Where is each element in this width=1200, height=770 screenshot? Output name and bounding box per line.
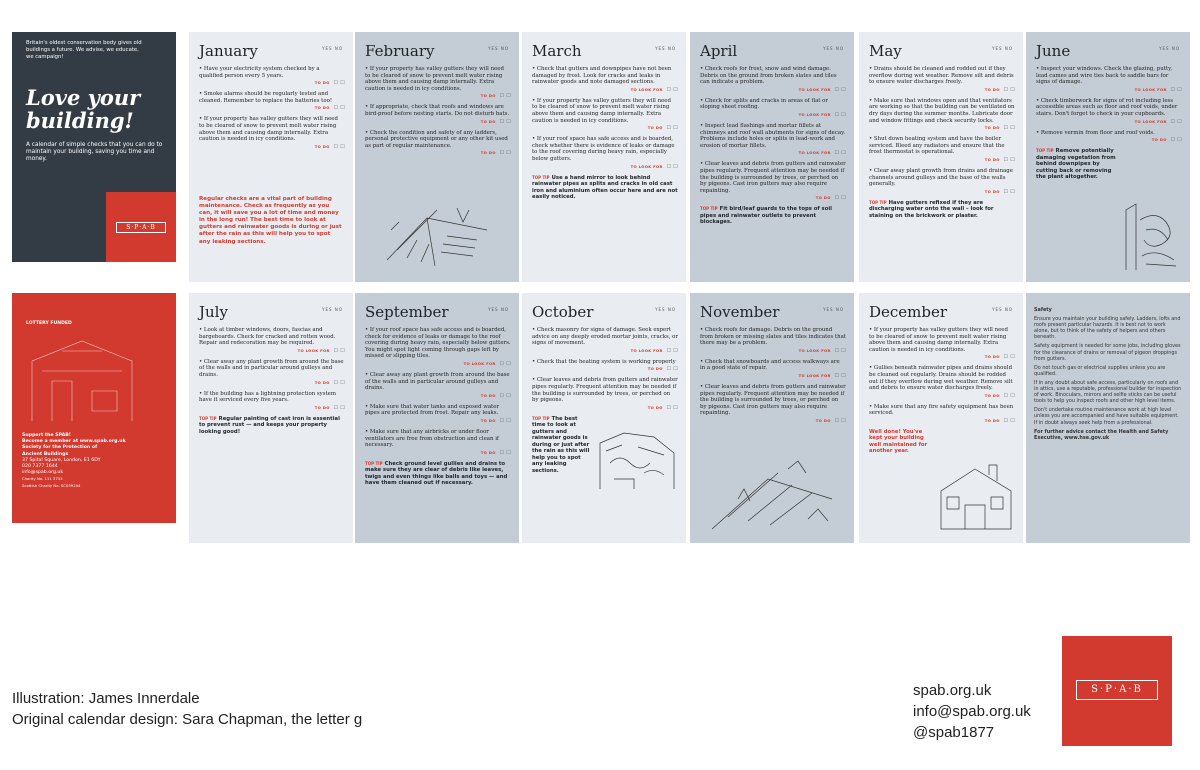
- society-name: Society for the Protection of Ancient Buildings: [22, 445, 98, 457]
- month-panel-september: [355, 293, 519, 543]
- top-tip: TOP TIP Remove potentially damaging vegetation from behind downpipes by cutting back or removing the plant altogether.: [1036, 148, 1116, 181]
- cover-title: Love your building!: [26, 85, 141, 133]
- month-title: October: [532, 303, 594, 321]
- society-email: info@spab.org.uk: [22, 470, 64, 476]
- yes-no-label: YES NO: [655, 307, 676, 312]
- yes-no-label: YES NO: [1159, 46, 1180, 51]
- month-title: March: [532, 42, 582, 60]
- check-item: • Clear away any plant growth from around the base of the walls and in particular around gulleys and drains. TO DO ☐ ☐: [365, 372, 511, 399]
- check-item: • Check roofs for damage. Debris on the ground from broken or missing slates and tiles indicates that there may be a problem. TO LOOK FOR ☐ ☐: [700, 327, 846, 354]
- check-item: • Clear leaves and debris from gutters and rainwater pipes regularly. Frequent attention may be needed if the building is surrounded by trees, or perched on by pigeons. Cast iron gutters may also require repainting. TO DO ☐ ☐: [700, 384, 846, 424]
- check-item: • Gullies beneath rainwater pipes and drains should be cleaned out regularly. Drains should be rodded out if they overflow during wet weather. Remove silt and debris to ensure water discharges freely. TO DO ☐ ☐: [869, 365, 1015, 398]
- check-item: • If appropriate, check that roofs and windows are bird-proof before nesting starts. Do not disturb bats. TO DO ☐ ☐: [365, 104, 511, 124]
- check-item: • Make sure that any fire safety equipment has been serviced. TO DO ☐ ☐: [869, 404, 1015, 424]
- check-item: • Smoke alarms should be regularly tested and cleaned. Remember to replace the batteries too! TO DO ☐ ☐: [199, 91, 345, 111]
- check-item: • Inspect lead flashings and mortar fillets at chimneys and roof wall abutments for signs of decay. Problems include holes or splits in lead-work and erosion of mortar fillets. TO LOOK FOR ☐ ☐: [700, 123, 846, 156]
- check-item: • Check timberwork for signs of rot including less accessible areas such as floor and roof voids, under stairs. Don't forget to check in your cupboards. TO LOOK FOR ☐ ☐: [1036, 98, 1182, 125]
- check-item: • Clear away any plant growth from around the base of the walls and in particular around gulleys and drains. TO DO ☐ ☐: [199, 359, 345, 386]
- check-item: • Look at timber windows, doors, fascias and bargeboards. Check for cracked and rotten wood. Repair and redecoration may be required. TO LOOK FOR ☐ ☐: [199, 327, 345, 354]
- check-item: • If your property has valley gutters they will need to be cleared of snow to prevent melt water rising above them and causing damp internally. Extra caution is needed in icy conditions. TO DO ☐ ☐: [869, 327, 1015, 360]
- yes-no-label: YES NO: [655, 46, 676, 51]
- month-title: September: [365, 303, 449, 321]
- safety-footer: For further advice contact the Health and Safety Executive, www.hse.gov.uk: [1034, 428, 1169, 441]
- check-item: • If the building has a lightning protection system have it serviced every five years. TO DO ☐ ☐: [199, 391, 345, 411]
- month-panel-december: [859, 293, 1023, 543]
- yes-no-label: YES NO: [823, 307, 844, 312]
- safety-paragraph: If in any doubt about safe access, particularly on roofs and in attics, use a reputable, professional builder for inspection of work. Binoculars, mirrors and selfie sticks can be useful tools to help you inspect roofs and other high level items.: [1034, 379, 1182, 405]
- contact-info: [913, 680, 1031, 743]
- month-title: November: [700, 303, 780, 321]
- top-tip: TOP TIP Use a hand mirror to look behind rainwater pipes as splits and cracks in old cast iron and aluminium often occur here and are not easily noticed.: [532, 174, 678, 201]
- yes-no-label: YES NO: [488, 307, 509, 312]
- check-item: • Clear away plant growth from drains and drainage channels around gulleys and the base of the walls generally. TO DO ☐ ☐: [869, 168, 1015, 195]
- email-link[interactable]: info@spab.org.uk: [913, 703, 1031, 720]
- social-handle[interactable]: @spab1877: [913, 724, 995, 741]
- safety-paragraph: Ensure you maintain your building safely. Ladders, lofts and roofs present particular hazards. It is best not to work alone, but to think of the safety of helpers and others beneath.: [1034, 316, 1181, 341]
- month-panel-january: [189, 32, 353, 282]
- support-panel: [12, 293, 176, 523]
- check-item: • Check for splits and cracks in areas of flat or sloping sheet roofing. TO LOOK FOR ☐ ☐: [700, 98, 846, 118]
- check-item: • Inspect your windows. Check the glazing, putty, lead cames and wire ties back to saddle bars for signs of damage. TO LOOK FOR ☐ ☐: [1036, 66, 1182, 93]
- check-item: • If your property has valley gutters they will need to be cleared of snow to prevent melt water rising above them and causing damp internally. Extra caution is needed in icy conditions. TO DO ☐ ☐: [199, 116, 345, 149]
- top-tip: TOP TIP Regular painting of cast iron is essential to prevent rust — and keeps your property looking good!: [199, 415, 340, 435]
- charity-number: Charity No. 111 3753: [22, 476, 63, 482]
- month-title: December: [869, 303, 948, 321]
- check-item: • Have your electricity system checked by a qualified person every 5 years. TO DO ☐ ☐: [199, 66, 345, 86]
- check-item: • If your property has valley gutters they will need to be cleared of snow to prevent melt water rising above them and causing damp internally. Extra caution is needed in icy conditions. TO DO ☐ ☐: [365, 66, 511, 99]
- society-phone: 020 7377 1644: [22, 464, 58, 470]
- yes-no-label: YES NO: [992, 307, 1013, 312]
- safety-paragraph: Safety equipment is needed for some jobs, including gloves for the clearance of drains or removal of pigeon droppings from gutters.: [1034, 343, 1181, 362]
- downpipe-sketch-illustration: [1116, 200, 1182, 272]
- month-title: February: [365, 42, 435, 60]
- check-item: • Clear leaves and debris from gutters and rainwater pipes regularly. Frequent attention may be needed if the building is surrounded by trees, or perched on by pigeons. Cast iron gutters may also require repainting. TO DO ☐ ☐: [700, 161, 846, 201]
- yes-no-label: YES NO: [992, 46, 1013, 51]
- check-item: • Drains should be cleaned and rodded out if they overflow during wet weather. Remove silt and debris to ensure water discharges freely. TO DO ☐ ☐: [869, 66, 1015, 93]
- check-item: • Check roofs for frost, snow and wind damage. Debris on the ground from broken slates and tiles can indicate a problem. TO LOOK FOR ☐ ☐: [700, 66, 846, 93]
- roof-workers-sketch-illustration: [708, 459, 838, 533]
- month-panel-november: [690, 293, 854, 543]
- month-title: May: [869, 42, 902, 60]
- check-item: • If your roof space has safe access and is boarded, check whether there is evidence of leaks or damage to the roof covering during heavy rain, especially below gutters. TO LOOK FOR ☐ ☐: [532, 136, 678, 169]
- check-item: • Remove vermin from floor and roof voids. TO DO ☐ ☐: [1036, 130, 1182, 144]
- spab-logo-banner: S·P·A·B: [1076, 680, 1158, 700]
- month-title: April: [700, 42, 738, 60]
- month-title: June: [1036, 42, 1071, 60]
- credits: [12, 688, 362, 730]
- support-info: [22, 433, 126, 489]
- month-panel-may: [859, 32, 1023, 282]
- safety-paragraph: Don't undertake routine maintenance work at high level unless you are accompanied and have suitable equipment. If in doubt always seek help from a professional.: [1034, 407, 1179, 426]
- top-tip: TOP TIP Have gutters refixed if they are discharging water onto the wall – look for staining on the brickwork or plaster.: [869, 199, 994, 219]
- cover-tagline: Britain's oldest conservation body gives old buildings a future. We advise, we educate, we campaign!: [26, 40, 142, 60]
- top-tip: TOP TIP The best time to look at gutters and rainwater goods is during or just after the rain as this will help you to spot any leaking sections.: [532, 415, 590, 474]
- month-panel-april: [690, 32, 854, 282]
- support-member-link[interactable]: Become a member at www.spab.org.uk: [22, 439, 126, 445]
- masonry-sketch-illustration: [594, 423, 680, 493]
- check-item: • Clear leaves and debris from gutters and rainwater pipes regularly. Frequent attention may be needed if the building is surrounded by trees, or perched on by pigeons. TO DO ☐ ☐: [532, 377, 678, 410]
- month-panel-july: [189, 293, 353, 543]
- check-item: • Check that the heating system is working properly TO DO ☐ ☐: [532, 359, 678, 373]
- check-item: • Make sure that any airbricks or under floor ventilators are free from obstruction and clean if necessary. TO DO ☐ ☐: [365, 429, 511, 456]
- roof-sketch-illustration: [377, 200, 497, 272]
- safety-heading: Safety: [1034, 307, 1052, 313]
- top-tip: TOP TIP Check ground level gullies and drains to make sure they are clear of debris like leaves, twigs and even things like balls and toys — and have them cleaned out if necessary.: [365, 460, 508, 487]
- closing-message: Well done! You've kept your building well maintained for another year.: [869, 428, 928, 455]
- yes-no-label: YES NO: [322, 46, 343, 51]
- building-sketch-illustration: [22, 331, 152, 431]
- illustration-credit: Illustration: James Innerdale: [12, 690, 200, 707]
- check-item: • Check that gutters and downpipes have not been damaged by frost. Look for cracks and leaks in rainwater goods and note damaged sections. TO LOOK FOR ☐ ☐: [532, 66, 678, 93]
- spab-logo-banner: S·P·A·B: [116, 222, 166, 233]
- yes-no-label: YES NO: [823, 46, 844, 51]
- safety-paragraph: Do not touch gas or electrical supplies unless you are qualified.: [1034, 364, 1166, 377]
- check-item: • Make sure that windows open and that ventilators are working so that the building can be ventilated on dry days during the summer months. Lubricate door and window fittings and check security locks. TO DO ☐ ☐: [869, 98, 1015, 131]
- lottery-funded-label: LOTTERY FUNDED: [26, 321, 72, 326]
- top-tip: TOP TIP Fit bird/leaf guards to the tops of soil pipes and rainwater outlets to prevent blockages.: [700, 206, 832, 226]
- cover-subtitle: A calendar of simple checks that you can do to maintain your building, saving you time and money.: [26, 142, 163, 163]
- intro-text: Regular checks are a vital part of building maintenance. Check as frequently as you can, it will save you a lot of time and money in the long run! The best time to look at gutters and rainwater goods is during or just after the rain as this will help you to spot any leaking sections.: [199, 196, 342, 245]
- month-panel-june: [1026, 32, 1190, 282]
- check-item: • Check that snowboards and access walkways are in a good state of repair. TO LOOK FOR ☐ ☐: [700, 359, 846, 379]
- yes-no-label: YES NO: [488, 46, 509, 51]
- spab-logo: [106, 192, 176, 262]
- month-title: January: [199, 42, 258, 60]
- month-panel-october: [522, 293, 686, 543]
- month-panel-february: [355, 32, 519, 282]
- check-item: • Make sure that water tanks and exposed water pipes are protected from frost. Repair any leaks. TO DO ☐ ☐: [365, 404, 511, 424]
- month-title: July: [199, 303, 228, 321]
- spab-footer-logo: [1062, 636, 1172, 746]
- check-item: • Shut down heating system and have the boiler serviced. Bleed any radiators and ensure that the frost thermostat is operational. TO DO ☐ ☐: [869, 136, 1015, 163]
- month-panel-march: [522, 32, 686, 282]
- check-item: • Check the condition and safety of any ladders, personal protective equipment or any other kit used as part of regular maintenance. TO DO ☐ ☐: [365, 130, 511, 157]
- website-link[interactable]: spab.org.uk: [913, 682, 992, 699]
- society-address: 37 Spital Square, London, E1 6DY: [22, 457, 101, 463]
- house-sketch-illustration: [935, 461, 1017, 533]
- support-heading: Support the SPAB!: [22, 433, 71, 438]
- safety-panel: [1026, 293, 1190, 543]
- yes-no-label: YES NO: [322, 307, 343, 312]
- design-credit: Original calendar design: Sara Chapman, the letter g: [12, 711, 363, 728]
- check-item: • If your roof space has safe access and is boarded, check for evidence of leaks or damage to the roof covering during heavy rain, especially below gutters. You might spot light coming through gaps left by missed or slipping tiles. TO LOOK FOR ☐ ☐: [365, 327, 511, 367]
- check-item: • If your property has valley gutters they will need to be cleared of snow to prevent melt water rising above them and causing damp internally. Extra caution is needed in icy conditions. TO DO ☐ ☐: [532, 98, 678, 131]
- scottish-charity-number: Scottish Charity No. SC039244: [22, 482, 81, 488]
- check-item: • Check masonry for signs of damage. Seek expert advice on any deeply eroded mortar joints, cracks, or signs of movement. TO LOOK FOR ☐ ☐: [532, 327, 678, 354]
- cover-panel: [12, 32, 176, 262]
